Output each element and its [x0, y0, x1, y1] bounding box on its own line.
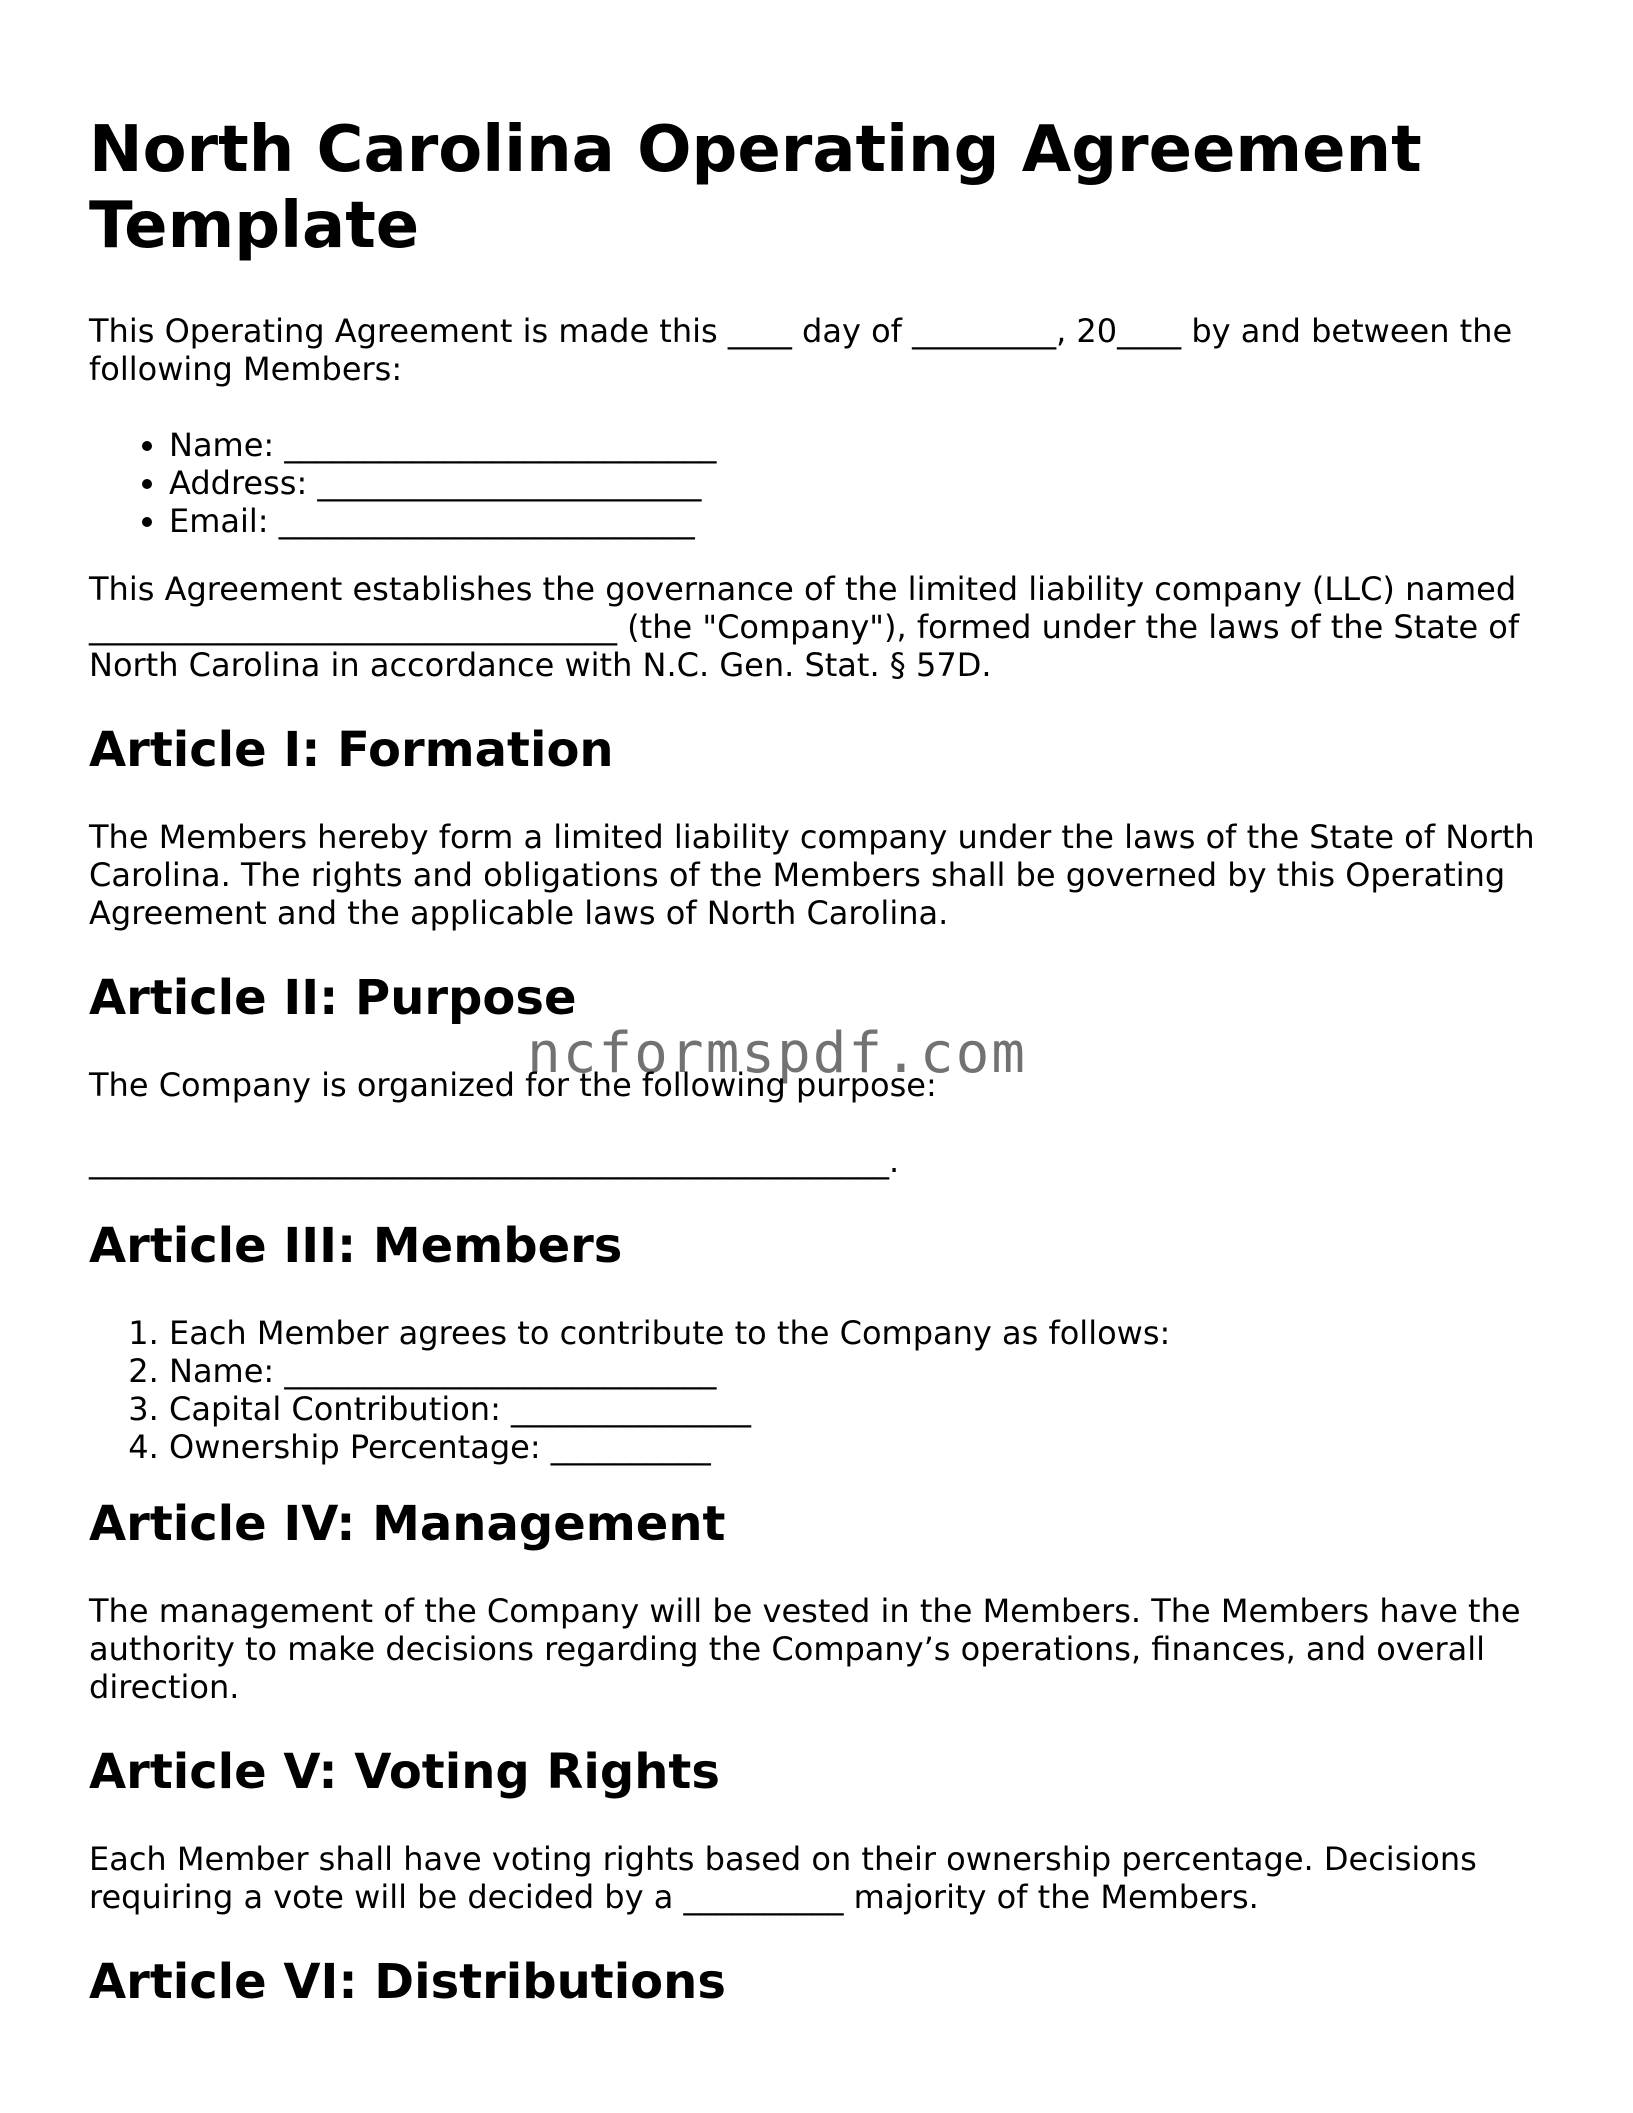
member-email-field: • Email: __________________________ — [169, 502, 1549, 540]
document-page — [89, 112, 1549, 2050]
article-4-heading: Article IV: Management — [89, 1496, 726, 1552]
article-2-purpose-blank: __________________________________________________. — [89, 1142, 900, 1180]
document-title: North Carolina Operating Agreement Template — [89, 113, 1422, 263]
member-name-field: • Name: ___________________________ — [169, 426, 1549, 464]
member-address-field: • Address: ________________________ — [169, 464, 1549, 502]
article-3-item-ownership: 4. Ownership Percentage: __________ — [169, 1428, 1549, 1466]
article-3-item-name: 2. Name: ___________________________ — [169, 1352, 1549, 1390]
article-5-heading: Article V: Voting Rights — [89, 1744, 720, 1800]
intro-paragraph: This Operating Agreement is made this ____ day of _________, 20____ by and between the following Members: — [89, 312, 1513, 388]
governance-paragraph: This Agreement establishes the governance of the limited liability company (LLC) named _________________________________ (the "Company"), formed under the laws of the State of North Carolina in accordance with N.C. Gen. Stat. § 57D. — [89, 570, 1520, 684]
article-2-text: The Company is organized for the following purpose: — [89, 1066, 937, 1104]
watermark: ncformspdf.com — [527, 1021, 1028, 1086]
article-3-item-contribution: 1. Each Member agrees to contribute to the Company as follows: — [169, 1314, 1549, 1352]
article-5-text: Each Member shall have voting rights based on their ownership percentage. Decisions requiring a vote will be decided by a __________ majority of the Members. — [89, 1840, 1477, 1916]
article-6-heading: Article VI: Distributions — [89, 1954, 726, 2010]
article-1-text: The Members hereby form a limited liability company under the laws of the State of North Carolina. The rights and obligations of the Members shall be governed by this Operating Agreement and the applicable laws of North Carolina. — [89, 818, 1535, 932]
article-3-item-capital: 3. Capital Contribution: _______________ — [169, 1390, 1549, 1428]
article-3-list — [89, 1314, 1549, 1466]
article-3-heading: Article III: Members — [89, 1218, 623, 1274]
article-4-text: The management of the Company will be vested in the Members. The Members have the authority to make decisions regarding the Company’s operations, finances, and overall direction. — [89, 1592, 1521, 1706]
member-fields-list — [89, 426, 1549, 540]
article-1-heading: Article I: Formation — [89, 722, 614, 778]
article-2-heading: Article II: Purpose — [89, 970, 577, 1026]
